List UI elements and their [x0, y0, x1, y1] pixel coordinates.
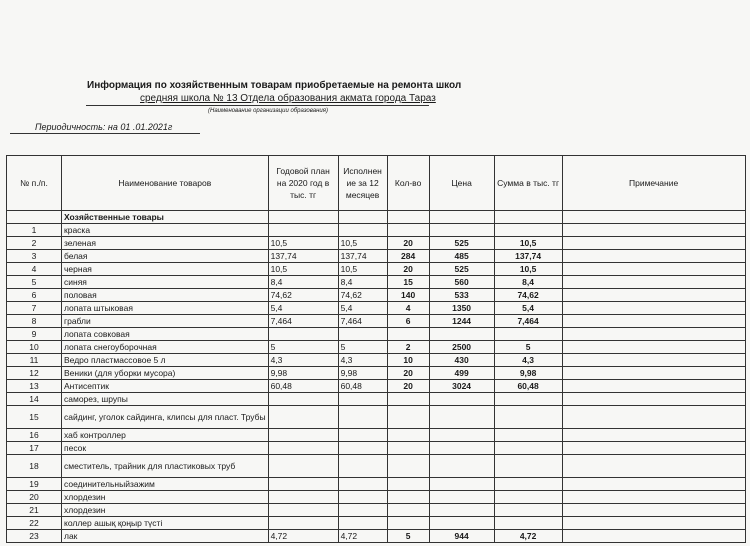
row-sum: 60,48 [494, 380, 562, 393]
row-plan: 10,5 [268, 237, 338, 250]
row-execution: 8,4 [338, 276, 387, 289]
row-note [562, 429, 745, 442]
row-note [562, 367, 745, 380]
row-plan [268, 478, 338, 491]
row-price: 533 [429, 289, 494, 302]
row-quantity [387, 504, 429, 517]
row-sum [494, 442, 562, 455]
row-sum: 4,3 [494, 354, 562, 367]
row-note [562, 315, 745, 328]
row-plan [268, 406, 338, 429]
table-body [7, 211, 746, 543]
row-quantity [387, 491, 429, 504]
row-name: Ведро пластмассовое 5 л [62, 354, 269, 367]
org-note: (Наименование организации образования) [208, 108, 328, 114]
row-note [562, 341, 745, 354]
col-name: Наименование товаров [62, 156, 269, 211]
row-name: черная [62, 263, 269, 276]
row-sum: 10,5 [494, 263, 562, 276]
row-plan: 10,5 [268, 263, 338, 276]
row-name: Антисептик [62, 380, 269, 393]
row-note [562, 478, 745, 491]
row-price [429, 517, 494, 530]
table-row [7, 328, 746, 341]
row-plan: 60,48 [268, 380, 338, 393]
row-execution: 4,3 [338, 354, 387, 367]
row-name: хлордезин [62, 504, 269, 517]
row-name: соединительныйзажим [62, 478, 269, 491]
row-price [429, 504, 494, 517]
row-sum [494, 328, 562, 341]
row-sum [494, 491, 562, 504]
row-name: лопата совковая [62, 328, 269, 341]
row-note [562, 263, 745, 276]
table-row [7, 406, 746, 429]
row-execution: 4,72 [338, 530, 387, 543]
col-number: № п./п. [7, 156, 62, 211]
row-name: хлордезин [62, 491, 269, 504]
row-number: 18 [7, 455, 62, 478]
row-number: 23 [7, 530, 62, 543]
row-name: зеленая [62, 237, 269, 250]
row-sum: 9,98 [494, 367, 562, 380]
row-note [562, 393, 745, 406]
row-note [562, 406, 745, 429]
row-sum: 8,4 [494, 276, 562, 289]
row-quantity [387, 517, 429, 530]
row-number: 17 [7, 442, 62, 455]
table-row [7, 250, 746, 263]
row-price: 944 [429, 530, 494, 543]
row-sum [494, 517, 562, 530]
row-name: лопата штыковая [62, 302, 269, 315]
row-number: 4 [7, 263, 62, 276]
table-row [7, 263, 746, 276]
table-row [7, 393, 746, 406]
section-title: Хозяйственные товары [62, 211, 269, 224]
row-quantity: 5 [387, 530, 429, 543]
row-quantity: 15 [387, 276, 429, 289]
row-name: белая [62, 250, 269, 263]
table-row [7, 315, 746, 328]
row-note [562, 354, 745, 367]
row-sum [494, 224, 562, 237]
row-price [429, 406, 494, 429]
col-quantity: Кол-во [387, 156, 429, 211]
row-name: саморез, шрупы [62, 393, 269, 406]
table-header-row [7, 156, 746, 211]
row-number: 15 [7, 406, 62, 429]
row-quantity [387, 478, 429, 491]
row-number: 6 [7, 289, 62, 302]
row-execution: 74,62 [338, 289, 387, 302]
row-quantity [387, 406, 429, 429]
row-plan [268, 517, 338, 530]
row-name: сайдинг, уголок сайдинга, клипсы для пласт. Трубы [62, 406, 269, 429]
row-plan [268, 224, 338, 237]
row-quantity: 4 [387, 302, 429, 315]
row-quantity [387, 429, 429, 442]
row-quantity: 2 [387, 341, 429, 354]
row-number: 2 [7, 237, 62, 250]
row-plan: 9,98 [268, 367, 338, 380]
row-plan: 7,464 [268, 315, 338, 328]
row-sum: 137,74 [494, 250, 562, 263]
row-price [429, 455, 494, 478]
col-sum: Сумма в тыс. тг [494, 156, 562, 211]
row-number: 7 [7, 302, 62, 315]
row-price [429, 429, 494, 442]
row-sum: 7,464 [494, 315, 562, 328]
row-number: 13 [7, 380, 62, 393]
row-name: сместитель, трайник для пластиковых труб [62, 455, 269, 478]
row-sum [494, 455, 562, 478]
row-note [562, 289, 745, 302]
row-sum [494, 406, 562, 429]
row-execution: 10,5 [338, 237, 387, 250]
row-plan: 8,4 [268, 276, 338, 289]
table-row [7, 276, 746, 289]
row-price: 499 [429, 367, 494, 380]
row-execution [338, 328, 387, 341]
underline [86, 105, 429, 106]
row-plan: 74,62 [268, 289, 338, 302]
row-quantity: 20 [387, 380, 429, 393]
row-quantity [387, 328, 429, 341]
row-note [562, 224, 745, 237]
row-sum [494, 504, 562, 517]
row-plan: 5,4 [268, 302, 338, 315]
row-sum: 5 [494, 341, 562, 354]
period-underline [10, 133, 200, 134]
row-name: коллер ашық қоңыр түсті [62, 517, 269, 530]
row-execution [338, 393, 387, 406]
row-plan: 5 [268, 341, 338, 354]
table-row [7, 517, 746, 530]
row-quantity [387, 224, 429, 237]
table-row [7, 224, 746, 237]
row-note [562, 530, 745, 543]
row-number: 10 [7, 341, 62, 354]
row-price: 485 [429, 250, 494, 263]
row-name: краска [62, 224, 269, 237]
table-row [7, 341, 746, 354]
row-quantity: 284 [387, 250, 429, 263]
row-name: половая [62, 289, 269, 302]
row-quantity: 20 [387, 263, 429, 276]
row-execution [338, 504, 387, 517]
row-sum: 10,5 [494, 237, 562, 250]
row-plan [268, 455, 338, 478]
row-sum: 74,62 [494, 289, 562, 302]
row-execution: 7,464 [338, 315, 387, 328]
row-number: 11 [7, 354, 62, 367]
table-row [7, 491, 746, 504]
table-row [7, 429, 746, 442]
table-row [7, 478, 746, 491]
row-number: 5 [7, 276, 62, 289]
table-row [7, 455, 746, 478]
row-note [562, 276, 745, 289]
table-row [7, 289, 746, 302]
row-execution [338, 406, 387, 429]
row-note [562, 517, 745, 530]
row-number: 21 [7, 504, 62, 517]
row-execution [338, 442, 387, 455]
row-number: 3 [7, 250, 62, 263]
table-row [7, 302, 746, 315]
row-plan: 4,3 [268, 354, 338, 367]
row-name: грабли [62, 315, 269, 328]
row-number: 9 [7, 328, 62, 341]
row-price: 1350 [429, 302, 494, 315]
row-execution: 5 [338, 341, 387, 354]
row-number: 14 [7, 393, 62, 406]
row-note [562, 328, 745, 341]
row-number: 12 [7, 367, 62, 380]
row-quantity: 6 [387, 315, 429, 328]
row-note [562, 491, 745, 504]
document-title: Информация по хозяйственным товарам приобретаемые на ремонта школ [87, 80, 462, 91]
row-execution: 9,98 [338, 367, 387, 380]
row-name: синяя [62, 276, 269, 289]
row-name: Веники (для уборки мусора) [62, 367, 269, 380]
row-price [429, 224, 494, 237]
table-row [7, 504, 746, 517]
row-execution [338, 491, 387, 504]
row-price [429, 328, 494, 341]
row-number: 16 [7, 429, 62, 442]
row-price [429, 442, 494, 455]
row-note [562, 455, 745, 478]
row-name: лопата снегоуборочная [62, 341, 269, 354]
school-name: средняя школа № 13 Отдела образования акмата города Тараз [140, 93, 436, 104]
row-execution [338, 224, 387, 237]
row-quantity: 20 [387, 237, 429, 250]
row-execution [338, 455, 387, 478]
row-number: 19 [7, 478, 62, 491]
row-price: 560 [429, 276, 494, 289]
row-sum: 4,72 [494, 530, 562, 543]
table-row [7, 354, 746, 367]
row-name: лак [62, 530, 269, 543]
row-note [562, 504, 745, 517]
row-execution: 137,74 [338, 250, 387, 263]
row-note [562, 302, 745, 315]
row-note [562, 380, 745, 393]
row-note [562, 237, 745, 250]
table-row [7, 237, 746, 250]
row-quantity: 10 [387, 354, 429, 367]
row-quantity: 140 [387, 289, 429, 302]
row-plan: 4,72 [268, 530, 338, 543]
row-execution: 60,48 [338, 380, 387, 393]
row-sum [494, 429, 562, 442]
row-quantity [387, 393, 429, 406]
row-number: 22 [7, 517, 62, 530]
row-execution: 10,5 [338, 263, 387, 276]
row-execution [338, 517, 387, 530]
row-note [562, 250, 745, 263]
row-plan [268, 504, 338, 517]
table-row [7, 442, 746, 455]
row-price: 525 [429, 263, 494, 276]
row-price: 1244 [429, 315, 494, 328]
row-plan [268, 491, 338, 504]
row-price [429, 393, 494, 406]
row-price: 525 [429, 237, 494, 250]
row-plan [268, 442, 338, 455]
row-sum [494, 393, 562, 406]
row-name: хаб контроллер [62, 429, 269, 442]
row-price: 430 [429, 354, 494, 367]
row-plan: 137,74 [268, 250, 338, 263]
row-price [429, 478, 494, 491]
row-quantity [387, 455, 429, 478]
row-number: 8 [7, 315, 62, 328]
col-note: Примечание [562, 156, 745, 211]
table-row [7, 367, 746, 380]
row-quantity [387, 442, 429, 455]
row-plan [268, 393, 338, 406]
row-name: песок [62, 442, 269, 455]
goods-table [6, 155, 746, 543]
row-price [429, 491, 494, 504]
table-row [7, 380, 746, 393]
row-number: 1 [7, 224, 62, 237]
row-execution [338, 429, 387, 442]
row-note [562, 442, 745, 455]
row-plan [268, 429, 338, 442]
row-price: 2500 [429, 341, 494, 354]
col-price: Цена [429, 156, 494, 211]
periodicity: Периодичность: на 01 .01.2021г [35, 122, 173, 132]
row-execution [338, 478, 387, 491]
row-plan [268, 328, 338, 341]
row-quantity: 20 [387, 367, 429, 380]
row-price: 3024 [429, 380, 494, 393]
row-number: 20 [7, 491, 62, 504]
table-row [7, 530, 746, 543]
row-sum: 5,4 [494, 302, 562, 315]
col-plan: Годовой план на 2020 год в тыс. тг [268, 156, 338, 211]
section-row [7, 211, 746, 224]
row-execution: 5,4 [338, 302, 387, 315]
col-execution: Исполнен ие за 12 месяцев [338, 156, 387, 211]
row-sum [494, 478, 562, 491]
